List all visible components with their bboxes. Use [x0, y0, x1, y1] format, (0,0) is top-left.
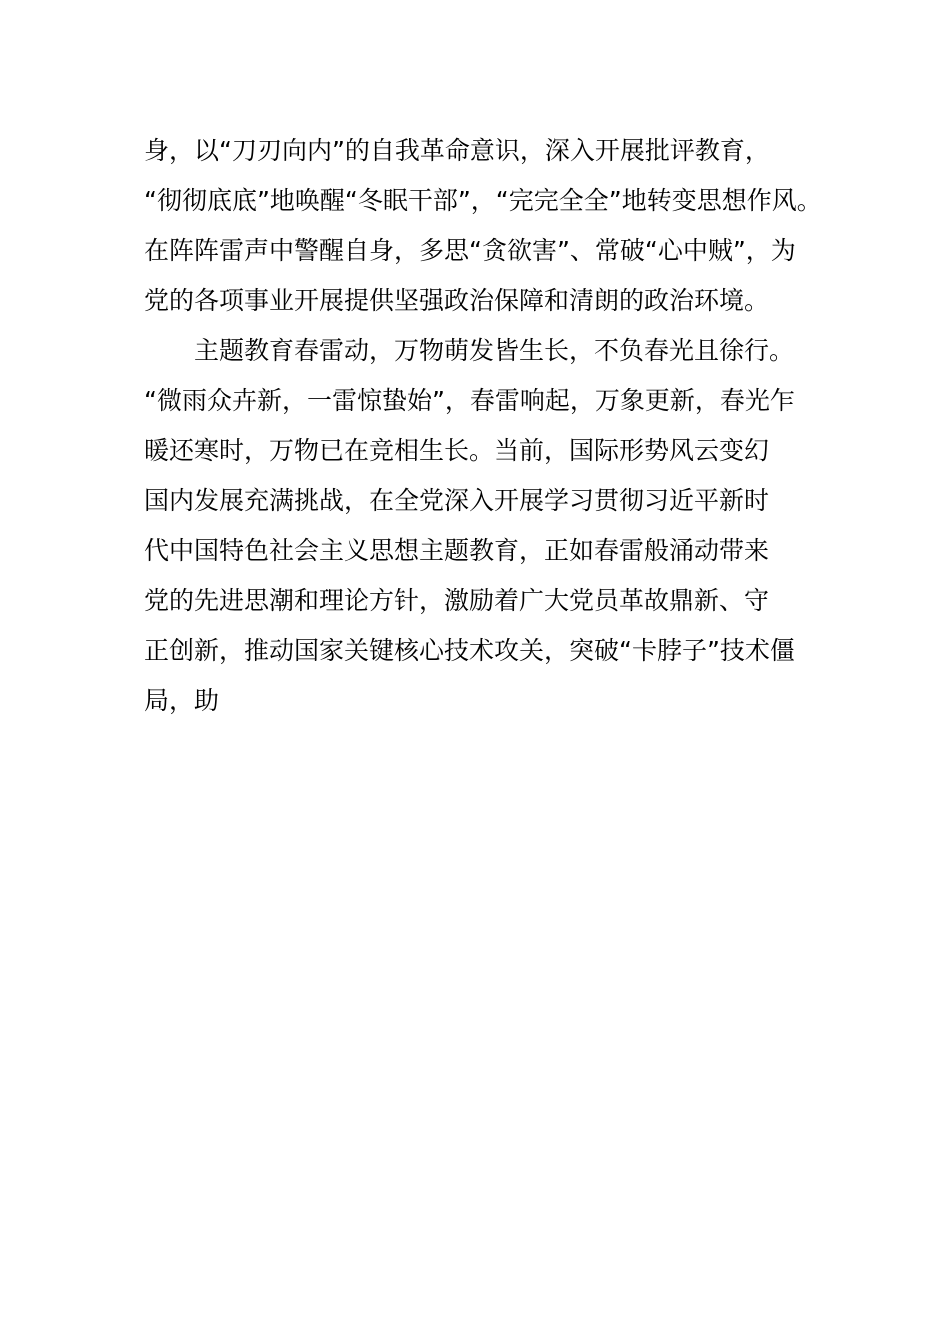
paragraph-line: 在阵阵雷声中警醒自身，多思“贪欲害”、常破“心中贼”，为: [144, 236, 796, 265]
paragraph-line: 局，助: [144, 686, 220, 715]
paragraph-line: 主题教育春雷动，万物萌发皆生长，不负春光且徐行。: [144, 336, 795, 365]
paragraph-line: 身，以“刀刃向内”的自我革命意识，深入开展批评教育，: [144, 136, 770, 165]
paragraph-line: 国内发展充满挑战，在全党深入开展学习贯彻习近平新时: [144, 486, 770, 515]
paragraph-line: 暖还寒时，万物已在竞相生长。当前，国际形势风云变幻: [144, 436, 770, 465]
paragraph-line: 代中国特色社会主义思想主题教育，正如春雷般涌动带来: [144, 536, 770, 565]
document-body: [144, 126, 824, 726]
paragraph-2: [144, 326, 824, 726]
paragraph-1: [144, 126, 824, 326]
paragraph-line: 党的先进思潮和理论方针，激励着广大党员革故鼎新、守: [144, 586, 770, 615]
paragraph-line: “微雨众卉新，一雷惊蛰始”，春雷响起，万象更新，春光乍: [144, 386, 795, 415]
paragraph-line: “彻彻底底”地唤醒“冬眠干部”，“完完全全”地转变思想作风。: [144, 186, 822, 215]
paragraph-line: 党的各项事业开展提供坚强政治保障和清朗的政治环境。: [144, 286, 770, 315]
paragraph-line: 正创新，推动国家关键核心技术攻关，突破“卡脖子”技术僵: [144, 636, 795, 665]
